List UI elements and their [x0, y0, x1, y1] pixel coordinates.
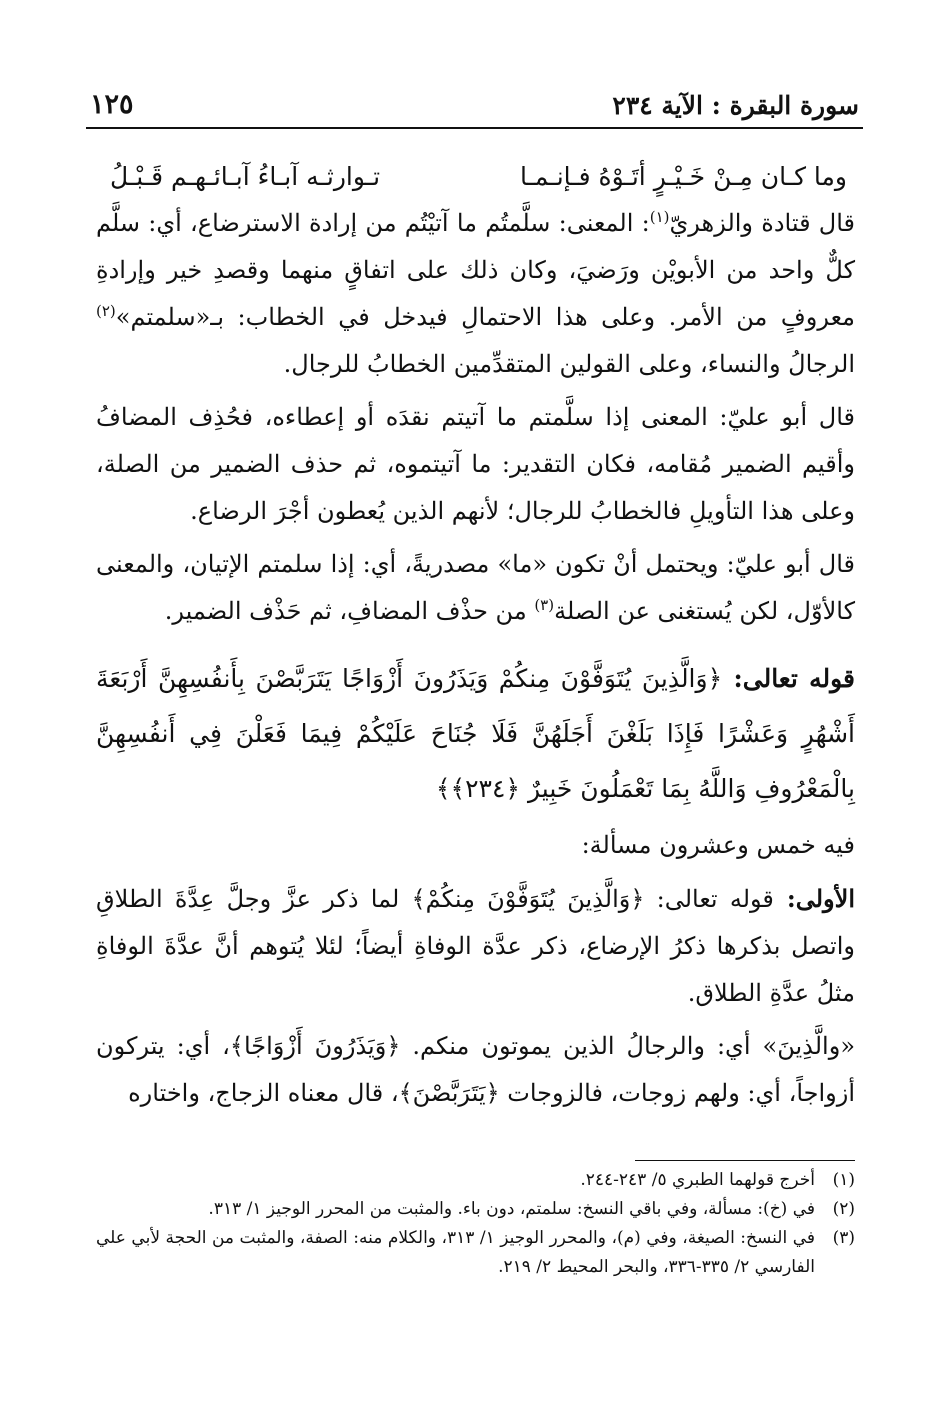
paragraph-text: قال أبو عليّ: ويحتمل أنْ تكون «ما» مصدريةً، أي: إذا سلمتم الإتيان، والمعنى كالأوّل، لكن يُستغنى عن الصلة	[96, 550, 855, 625]
issues-intro: فيه خمس وعشرون مسألة:	[581, 831, 855, 859]
paragraph-alladhina: «والَّذِينَ» أي: والرجالُ الذين يموتون منكم. ﴿وَيَذَرُونَ أَزْوَاجًا﴾، أي: يتركون أزواجاً، أي: ولهم زوجات، فالزوجات ﴿يَتَرَبَّصْنَ﴾، قال معناه الزجاج، واختاره	[96, 1032, 855, 1107]
footnotes	[96, 1166, 855, 1282]
paragraph-text: من حذْف المضافِ، ثم حَذْف الضمير.	[164, 597, 535, 625]
footnote-2	[96, 1195, 855, 1224]
first-issue	[96, 875, 855, 1017]
quran-text: ﴿وَالَّذِينَ يُتَوَفَّوْنَ مِنكُمْ وَيَذَرُونَ أَزْوَاجًا يَتَرَبَّصْنَ بِأَنفُسِهِنَّ أَرْبَعَةَ أَشْهُرٍ وَعَشْرًا فَإِذَا بَلَغْنَ أَجَلَهُنَّ فَلَا جُنَاحَ عَلَيْكُمْ فِيمَا فَعَلْنَ فِي أَنفُسِهِنَّ بِالْمَعْرُوفِ وَاللَّهُ بِمَا تَعْمَلُونَ خَبِيرٌ ﴿٢٣٤﴾﴾	[96, 664, 855, 803]
paragraph-text: قال قتادة والزهريّ	[669, 209, 856, 237]
footnote-number: (٢)	[832, 1199, 855, 1219]
footnote-ref-1: (١)	[649, 208, 670, 226]
footnote-ref-2: (٢)	[96, 302, 116, 320]
first-issue-text: قوله تعالى: ﴿وَالَّذِينَ يُتَوَفَّوْنَ مِنكُمْ﴾ لما ذكر عزَّ وجلَّ عِدَّةَ الطلاقِ واتصل بذكرها ذكرُ الإرضاع، ذكر عدَّة الوفاةِ أيضاً؛ لئلا يُتوهم أنَّ عدَّةَ الوفاةِ مثلُ عدَّةِ الطلاق.	[96, 885, 855, 1007]
page-header	[90, 84, 859, 120]
poetry-verse	[96, 152, 855, 200]
paragraph-text: : المعنى: سلَّمتُم ما آتيْتُم من إرادة الاسترضاع، أي: سلَّم كلٌّ واحد من الأبويْن ورَضيَ، وكان ذلك على اتفاقٍ منهما وقصدِ خير وإرادةِ معروفٍ من الأمر. وعلى هذا الاحتمالِ فيدخل في الخطاب: بـ«سلمتم»	[96, 209, 855, 331]
paragraph-abu-ali-2	[96, 541, 855, 635]
running-title: سورة البقرة : الآية ٢٣٤	[612, 91, 859, 120]
verse-second-hemistich: تـوارثـه آبـاءُ آبـائـهـم قَـبْـلُ	[110, 161, 381, 191]
quran-verse-block	[96, 651, 855, 816]
page-number: ١٢٥	[90, 89, 134, 120]
main-text	[96, 152, 855, 1117]
footnote-text: في النسخ: الصيغة، وفي (م)، والمحرر الوجيز ١/ ٣١٣، والكلام منه: الصفة، والمثبت من الحجة لأبي علي الفارسي ٢/ ٣٣٥-٣٣٦، والبحر المحيط ٢/ ٢١٩.	[96, 1228, 815, 1277]
first-issue-lead: الأولى:	[773, 884, 855, 913]
paragraph-abu-ali-1	[96, 394, 855, 535]
footnote-ref-3: (٣)	[534, 596, 555, 614]
paragraph-qatada	[96, 200, 855, 388]
footnote-text: في (خ): مسألة، وفي باقي النسخ: سلمتم، دون باء. والمثبت من المحرر الوجيز ١/ ٣١٣.	[208, 1199, 815, 1219]
footnote-1	[96, 1166, 855, 1195]
paragraph-text: قال أبو عليّ: المعنى إذا سلَّمتم ما آتيتم نقدَه أو إعطاءه، فحُذِف المضافُ وأقيم الضمير مُقامه، فكان التقدير: ما آتيتموه، ثم حذف الضمير من الصلة، وعلى هذا التأويلِ فالخطابُ للرجال؛ لأنهم الذين يُعطون أجْرَ الرضاع.	[96, 403, 855, 525]
footnote-number: (٣)	[832, 1228, 855, 1248]
footnote-3	[96, 1224, 855, 1282]
footnote-text: أخرج قولهما الطبري ٥/ ٢٤٣-٢٤٤.	[580, 1170, 815, 1190]
verse-first-hemistich: وما كـان مِـنْ خَـيْـرٍ أتَـوْهُ فـإنـمـا	[519, 161, 847, 191]
header-rule	[86, 127, 863, 129]
quran-lead: قوله تعالى:	[722, 664, 855, 693]
footnote-separator	[635, 1160, 855, 1161]
paragraph-text: الرجالُ والنساء، وعلى القولين المتقدِّمين الخطابُ للرجال.	[283, 350, 855, 378]
footnote-number: (١)	[832, 1170, 855, 1190]
